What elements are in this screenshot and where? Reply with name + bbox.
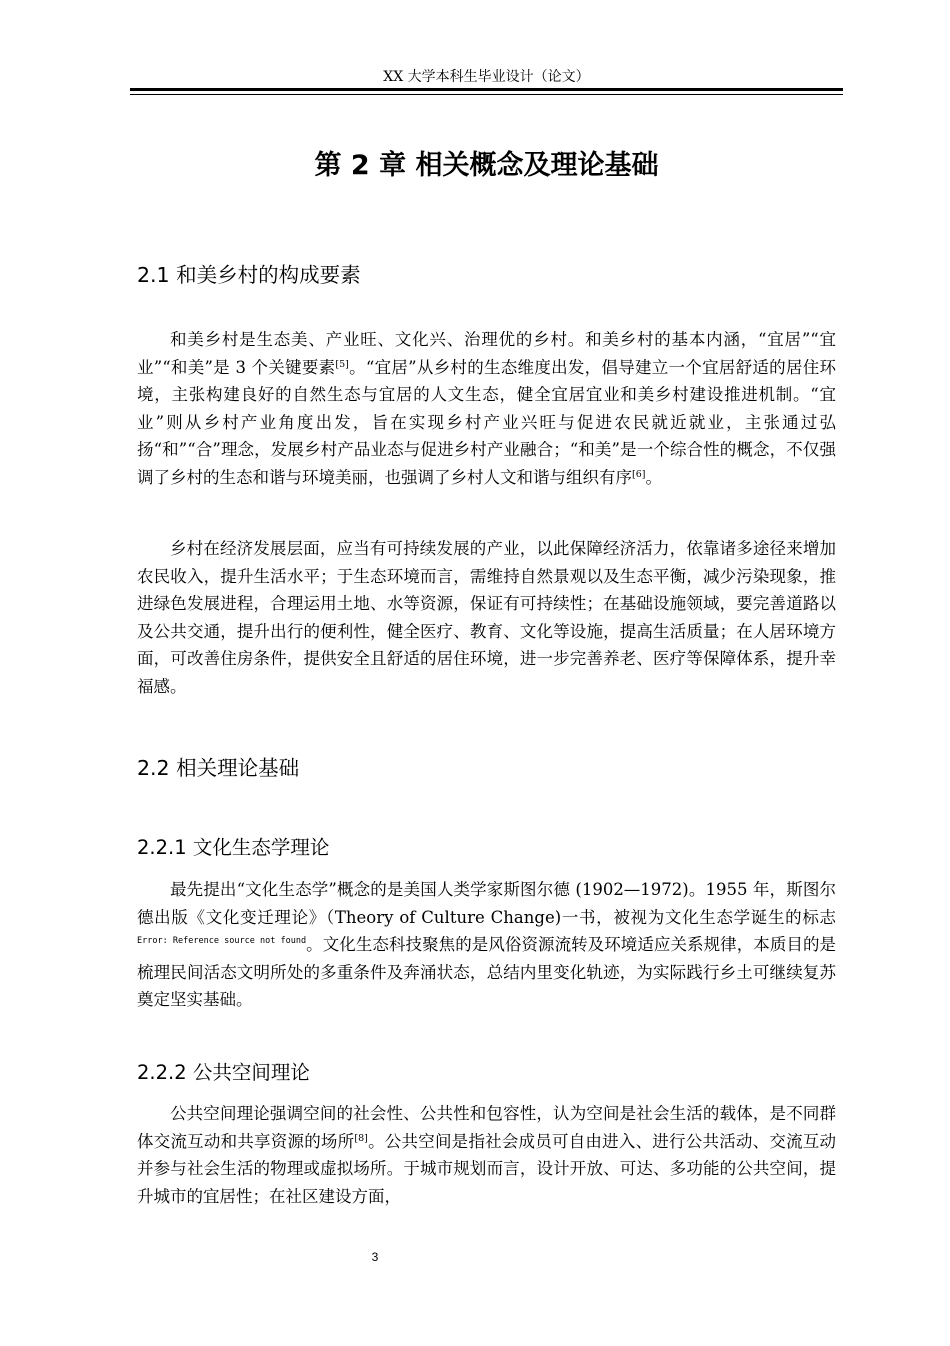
header-rule-thick [130, 88, 843, 91]
section-2-1-paragraph-2: 乡村在经济发展层面，应当有可持续发展的产业，以此保障经济活力，依靠诸多途径来增加农民收入，提升生活水平；于生态环境而言，需维持自然景观以及生态平衡，减少污染现象，推进绿色发展进程，合理运用土地、水等资源，保证有可持续性；在基础设施领域，要完善道路以及公共交通，提升出行的便利性，健全医疗、教育、文化等设施，提高生活质量；在人居环境方面，可改善住房条件，提供安全且舒适的居住环境，进一步完善养老、医疗等保障体系，提升幸福感。 [137, 539, 836, 696]
citation-8: [8] [354, 1132, 368, 1144]
section-2-2-1-heading: 2.2.1 文化生态学理论 [137, 836, 330, 859]
chapter-title: 第 2 章 相关概念及理论基础 [314, 150, 659, 181]
citation-5: [5] [335, 358, 349, 370]
reference-error: Error: Reference source not found [137, 936, 307, 946]
section-2-1-paragraph-1: 和美乡村是生态美、产业旺、文化兴、治理优的乡村。和美乡村的基本内涵，“宜居”“宜业”“和美”是 3 个关键要素[5]。“宜居”从乡村的生态维度出发，倡导建立一个宜居舒适的居住环境，主张构建良好的自然生态与宜居的人文生态，健全宜居宜业和美乡村建设推进机制。“宜业”则从乡村产业角度出发，旨在实现乡村产业兴旺与促进农民就近就业，主张通过弘扬“和”“合”理念，发展乡村产品业态与促进乡村产业融合；“和美”是一个综合性的概念，不仅强调了乡村的生态和谐与环境美丽，也强调了乡村人文和谐与组织有序[6]。 [137, 330, 837, 487]
section-2-2-2-paragraph: 公共空间理论强调空间的社会性、公共性和包容性，认为空间是社会生活的载体，是不同群体交流互动和共享资源的场所[8]。公共空间是指社会成员可自由进入、进行公共活动、交流互动并参与社会生活的物理或虚拟场所。于城市规划而言，设计开放、可达、多功能的公共空间，提升城市的宜居性；在社区建设方面， [137, 1104, 837, 1206]
section-2-2-1-paragraph: 最先提出“文化生态学”概念的是美国人类学家斯图尔德 (1902—1972)。1955 年，斯图尔德出版《文化变迁理论》（Theory of Culture Change)一书，被视为文化生态学诞生的标志$^{Error: Reference source not found}$。文化生态科技聚焦的是风俗资源流转及环境适应关系规律，本质目的是梳理民间活态文明所处的多重条件及奔涌状态，总结内里变化轨迹，为实际践行乡土可继续复苏奠定坚实基础。 [137, 880, 836, 1009]
section-2-2-heading: 2.2 相关理论基础 [137, 756, 300, 780]
citation-6: [6] [632, 468, 646, 480]
page-number: 3 [371, 1250, 379, 1264]
header-rule-thin [130, 94, 843, 95]
running-header: XX 大学本科生毕业设计（论文） [383, 69, 590, 85]
section-2-2-2-heading: 2.2.2 公共空间理论 [137, 1061, 310, 1084]
section-2-1-heading: 2.1 和美乡村的构成要素 [137, 263, 361, 287]
